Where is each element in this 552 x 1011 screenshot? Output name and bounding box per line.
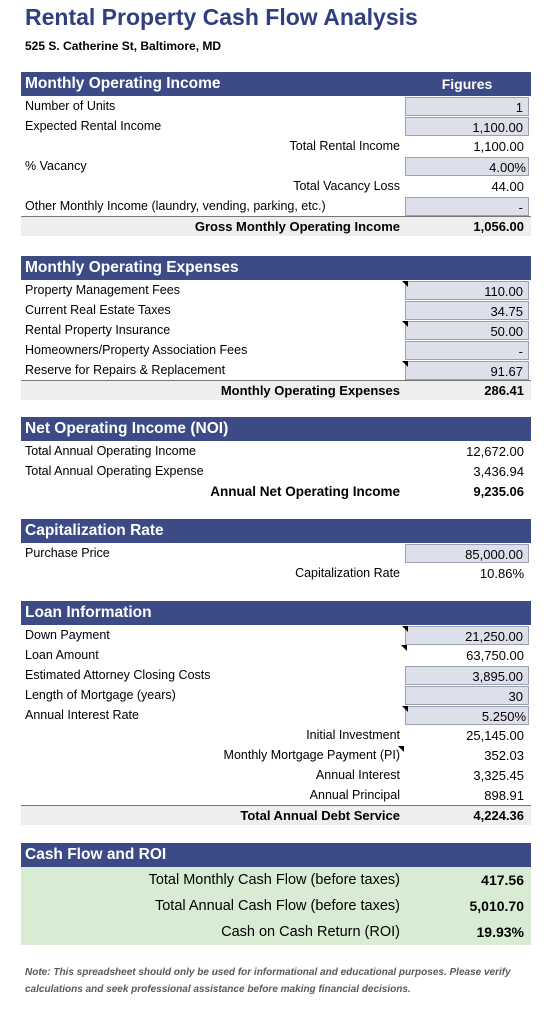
monthly-cash-flow-value: 417.56 <box>481 871 524 888</box>
property-address: 525 S. Catherine St, Baltimore, MD <box>25 39 222 53</box>
expenses-total-label: Monthly Operating Expenses <box>220 383 400 398</box>
cap-rate-section <box>21 519 531 583</box>
cap-rate-value: 10.86% <box>479 565 524 581</box>
annual-interest-label: Annual Interest <box>315 768 400 782</box>
loan-title: Loan Information <box>25 604 152 621</box>
monthly-cash-flow-row <box>21 867 531 893</box>
reserve-input[interactable]: 91.67 <box>405 361 529 380</box>
disclaimer-note: Note: This spreadsheet should only be used for informational and educational purposes. Please verify calculations and seek professional assistance before making financial decisions. <box>25 967 511 995</box>
income-section <box>21 72 531 236</box>
price-row <box>21 543 531 563</box>
mgmt-label: Property Management Fees <box>25 283 180 297</box>
hoa-row <box>21 340 531 360</box>
total-rent-row <box>21 136 531 156</box>
other-income-label: Other Monthly Income (laundry, vending, parking, etc.) <box>25 199 326 213</box>
vacancy-row <box>21 156 531 176</box>
initial-investment-value: 25,145.00 <box>466 727 524 743</box>
gross-income-row <box>21 216 531 236</box>
other-income-input[interactable]: - <box>405 197 529 216</box>
noi-row <box>21 481 531 501</box>
initial-investment-row <box>21 725 531 745</box>
units-label: Number of Units <box>25 99 116 113</box>
length-row <box>21 685 531 705</box>
annual-income-label: Total Annual Operating Income <box>25 444 196 458</box>
total-rent-label: Total Rental Income <box>289 139 400 153</box>
annual-interest-value: 3,325.45 <box>473 767 524 783</box>
closing-row <box>21 665 531 685</box>
annual-principal-value: 898.91 <box>484 787 524 803</box>
noi-section <box>21 417 531 501</box>
price-label: Purchase Price <box>25 546 110 560</box>
length-label: Length of Mortgage (years) <box>25 688 176 702</box>
mortgage-payment-value: 352.03 <box>484 747 524 763</box>
initial-investment-label: Initial Investment <box>306 728 400 742</box>
rent-row <box>21 116 531 136</box>
expenses-section <box>21 256 531 400</box>
tax-label: Current Real Estate Taxes <box>25 303 171 317</box>
expenses-title: Monthly Operating Expenses <box>25 259 239 276</box>
annual-expense-row <box>21 461 531 481</box>
noi-header <box>21 417 531 441</box>
loan-header <box>21 601 531 625</box>
closing-label: Estimated Attorney Closing Costs <box>25 668 211 682</box>
annual-cash-flow-row <box>21 893 531 919</box>
down-row <box>21 625 531 645</box>
cap-rate-label: Capitalization Rate <box>295 566 400 580</box>
cap-rate-row <box>21 563 531 583</box>
length-input[interactable]: 30 <box>405 686 529 705</box>
gross-income-label: Gross Monthly Operating Income <box>194 219 400 234</box>
annual-expense-label: Total Annual Operating Expense <box>25 464 204 478</box>
roi-label: Cash on Cash Return (ROI) <box>221 924 400 940</box>
noi-value: 9,235.06 <box>473 483 524 499</box>
mgmt-input[interactable]: 110.00 <box>405 281 529 300</box>
vacancy-input[interactable]: 4.00% <box>405 157 529 176</box>
annual-principal-row <box>21 785 531 805</box>
cap-rate-title: Capitalization Rate <box>25 522 164 539</box>
other-income-row <box>21 196 531 216</box>
vacancy-loss-row <box>21 176 531 196</box>
loan-amount-value: 63,750.00 <box>405 646 529 665</box>
mortgage-payment-label: Monthly Mortgage Payment (PI) <box>224 748 403 762</box>
tax-row <box>21 300 531 320</box>
noi-title: Net Operating Income (NOI) <box>25 420 229 437</box>
monthly-cash-flow-label: Total Monthly Cash Flow (before taxes) <box>148 872 400 888</box>
down-label: Down Payment <box>25 628 110 642</box>
rent-label: Expected Rental Income <box>25 119 162 133</box>
loan-amount-row <box>21 645 531 665</box>
income-header <box>21 72 531 96</box>
hoa-label: Homeowners/Property Association Fees <box>25 343 248 357</box>
loan-section <box>21 601 531 825</box>
roi-value: 19.93% <box>476 923 524 940</box>
figures-column-label: Figures <box>441 76 493 92</box>
price-input[interactable]: 85,000.00 <box>405 544 529 563</box>
tax-input[interactable]: 34.75 <box>405 301 529 320</box>
cash-flow-title: Cash Flow and ROI <box>25 846 167 863</box>
roi-row <box>21 919 531 945</box>
insurance-input[interactable]: 50.00 <box>405 321 529 340</box>
expenses-total-value: 286.41 <box>484 383 524 398</box>
annual-interest-row <box>21 765 531 785</box>
interest-rate-row <box>21 705 531 725</box>
interest-rate-label: Annual Interest Rate <box>25 708 139 722</box>
annual-principal-label: Annual Principal <box>309 788 400 802</box>
annual-expense-value: 3,436.94 <box>473 463 524 479</box>
debt-service-row <box>21 805 531 825</box>
insurance-row <box>21 320 531 340</box>
cash-flow-section <box>21 843 531 945</box>
gross-income-value: 1,056.00 <box>473 219 524 234</box>
reserve-row <box>21 360 531 380</box>
total-rent-value: 1,100.00 <box>473 138 524 154</box>
units-row <box>21 96 531 116</box>
expenses-header <box>21 256 531 280</box>
annual-cash-flow-label: Total Annual Cash Flow (before taxes) <box>154 898 400 914</box>
reserve-label: Reserve for Repairs & Replacement <box>25 363 226 377</box>
rent-input[interactable]: 1,100.00 <box>405 117 529 136</box>
hoa-input[interactable]: - <box>405 341 529 360</box>
noi-label: Annual Net Operating Income <box>210 483 400 499</box>
vacancy-label: % Vacancy <box>25 159 87 173</box>
cap-rate-header <box>21 519 531 543</box>
expenses-total-row <box>21 380 531 400</box>
vacancy-loss-label: Total Vacancy Loss <box>293 179 400 193</box>
closing-input[interactable]: 3,895.00 <box>405 666 529 685</box>
annual-income-value: 12,672.00 <box>466 443 524 459</box>
debt-service-label: Total Annual Debt Service <box>240 808 400 823</box>
page-title: Rental Property Cash Flow Analysis <box>25 4 418 30</box>
income-title: Monthly Operating Income <box>25 75 221 92</box>
cash-flow-body <box>21 867 531 945</box>
units-input[interactable]: 1 <box>405 97 529 116</box>
mortgage-payment-row <box>21 745 531 765</box>
interest-rate-input[interactable]: 5.250% <box>405 706 529 725</box>
mgmt-row <box>21 280 531 300</box>
down-input[interactable]: 21,250.00 <box>405 626 529 645</box>
vacancy-loss-value: 44.00 <box>491 178 524 194</box>
loan-amount-label: Loan Amount <box>25 648 99 662</box>
annual-cash-flow-value: 5,010.70 <box>469 897 524 914</box>
cash-flow-header <box>21 843 531 867</box>
insurance-label: Rental Property Insurance <box>25 323 171 337</box>
annual-income-row <box>21 441 531 461</box>
debt-service-value: 4,224.36 <box>473 808 524 823</box>
